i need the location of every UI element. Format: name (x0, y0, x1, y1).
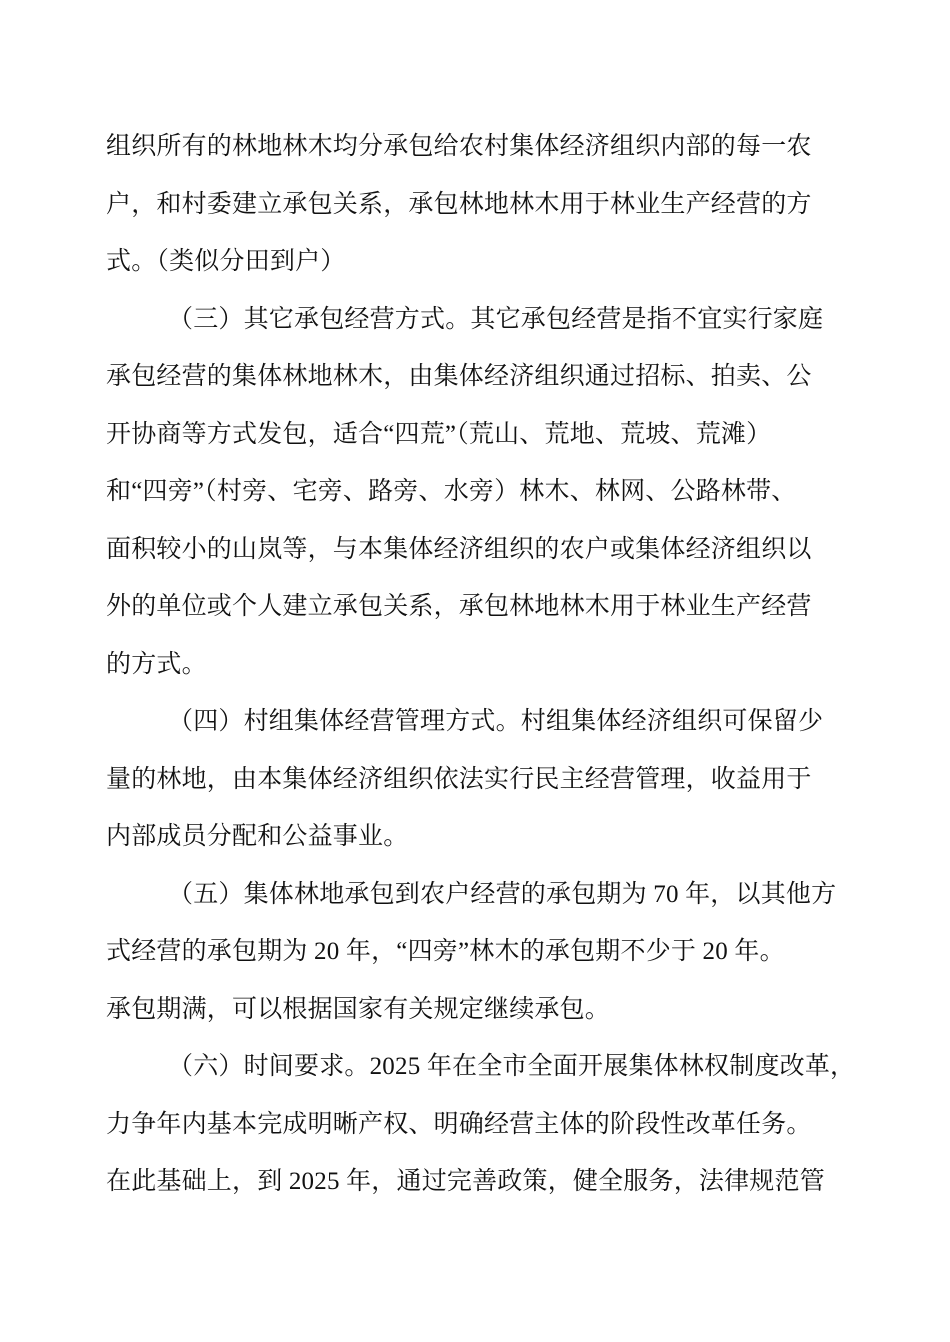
paragraph-start-line: （六）时间要求。2025 年在全市全面开展集体林权制度改革， (168, 1053, 856, 1080)
text-line: 式经营的承包期为 20 年，“四旁”林木的承包期不少于 20 年。 (106, 938, 785, 965)
text-line: 和“四旁”（村旁、宅旁、路旁、水旁）林木、林网、公路林带、 (106, 478, 797, 505)
text-line: 组织所有的林地林木均分承包给农村集体经济组织内部的每一农 (106, 133, 812, 160)
text-line: 承包期满，可以根据国家有关规定继续承包。 (106, 995, 611, 1023)
text-line: 开协商等方式发包，适合“四荒”（荒山、荒地、荒坡、荒滩） (106, 420, 772, 448)
text-line: 的方式。 (106, 650, 207, 678)
paragraph-start-line: （四）村组集体经营管理方式。村组集体经济组织可保留少 (168, 708, 824, 735)
paragraph-start-line: （五）集体林地承包到农户经营的承包期为 70 年，以其他方 (168, 880, 837, 908)
text-line: 外的单位或个人建立承包关系，承包林地林木用于林业生产经营 (106, 593, 812, 620)
text-line: 户，和村委建立承包关系，承包林地林木用于林业生产经营的方 (106, 190, 812, 218)
text-line: 内部成员分配和公益事业。 (106, 823, 409, 850)
text-line: 承包经营的集体林地林木，由集体经济组织通过招标、拍卖、公 (106, 363, 812, 390)
text-line: 式。（类似分田到户） (106, 248, 346, 275)
paragraph-start-line: （三）其它承包经营方式。其它承包经营是指不宜实行家庭 (168, 305, 824, 333)
text-line: 在此基础上，到 2025 年，通过完善政策，健全服务，法律规范管 (106, 1168, 825, 1195)
document-body (106, 127, 862, 1220)
text-line: 力争年内基本完成明晰产权、明确经营主体的阶段性改革任务。 (106, 1110, 812, 1138)
text-line: 面积较小的山岚等，与本集体经济组织的农户或集体经济组织以 (106, 535, 812, 563)
text-line: 量的林地，由本集体经济组织依法实行民主经营管理，收益用于 (106, 765, 812, 793)
